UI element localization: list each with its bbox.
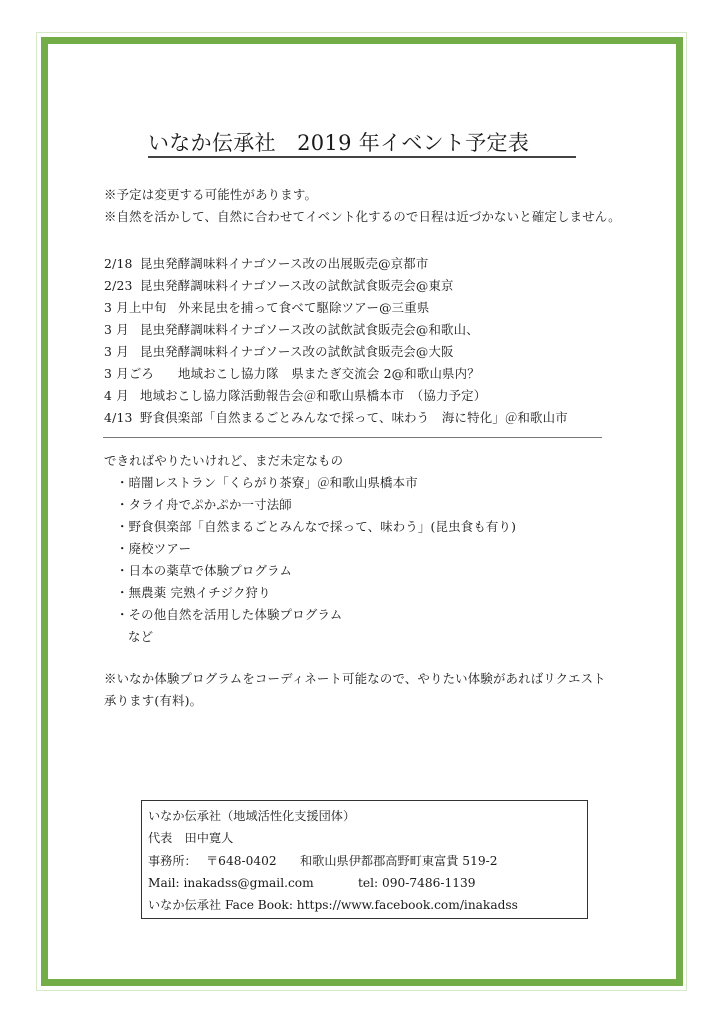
postal-code: 〒648-0402 bbox=[206, 854, 277, 868]
schedule-date: 3 月上中旬 bbox=[104, 300, 167, 315]
schedule-date: 3 月 bbox=[104, 322, 129, 337]
schedule-item bbox=[104, 388, 486, 404]
schedule-item bbox=[104, 410, 568, 426]
contact-mail-tel bbox=[148, 875, 476, 891]
schedule-event: 昆虫発酵調味料イナゴソース改の試飲試食販売会@大阪 bbox=[140, 344, 454, 359]
office-address: 和歌山県伊都郡高野町東富貴 519-2 bbox=[300, 854, 498, 868]
contact-representative: 代表 田中寛人 bbox=[148, 831, 234, 845]
section-divider bbox=[103, 437, 602, 438]
tentative-item: ・無農薬 完熟イチジク狩り bbox=[116, 585, 271, 600]
tentative-item: ・暗闇レストラン「くらがり茶寮」＠和歌山県橋本市 bbox=[116, 475, 418, 490]
schedule-date: 3 月 bbox=[104, 344, 129, 359]
schedule-event: 昆虫発酵調味料イナゴソース改の出展販売@京都市 bbox=[140, 256, 429, 271]
schedule-item bbox=[104, 344, 454, 360]
contact-office bbox=[148, 853, 497, 869]
schedule-item bbox=[104, 278, 454, 294]
note-schedule-may-change: ※予定は変更する可能性があります。 bbox=[104, 187, 318, 202]
schedule-date: 2/23 bbox=[104, 278, 133, 293]
contact-facebook[interactable]: いなか伝承社 Face Book: https://www.facebook.com/inakadss bbox=[148, 898, 518, 912]
schedule-event: 野食倶楽部「自然まるごとみんなで採って、味わう 海に特化」＠和歌山市 bbox=[140, 410, 568, 425]
tentative-item: ・日本の薬草で体験プログラム bbox=[116, 563, 293, 578]
tentative-item: ・野食倶楽部「自然まるごとみんなで採って、味わう」(昆虫食も有り) bbox=[116, 519, 517, 534]
request-note-line2: 承ります(有料)。 bbox=[104, 693, 203, 708]
schedule-date: 4/13 bbox=[104, 410, 133, 425]
schedule-event: 昆虫発酵調味料イナゴソース改の試飲試食販売会@和歌山、 bbox=[140, 322, 479, 337]
schedule-item bbox=[104, 366, 480, 382]
note-nature-dependent: ※自然を活かして、自然に合わせてイベント化するので日程は近づかないと確定しません。 bbox=[104, 209, 621, 224]
office-label: 事務所： bbox=[148, 854, 197, 868]
title-underline bbox=[148, 156, 576, 158]
request-note-line1: ※いなか体験プログラムをコーディネート可能なので、やりたい体験があればリクエスト bbox=[104, 671, 606, 686]
schedule-event: 地域おこし協力隊 県またぎ交流会 2@和歌山県内？ bbox=[178, 366, 480, 381]
contact-tel: tel: 090-7486-1139 bbox=[358, 876, 476, 890]
tentative-heading: できればやりたいけれど、まだ未定なもの bbox=[104, 453, 344, 468]
schedule-date: 3 月ごろ bbox=[104, 366, 154, 381]
schedule-date: 2/18 bbox=[104, 256, 133, 271]
document-title: いなか伝承社 2019 年イベント予定表 bbox=[148, 131, 530, 155]
schedule-item bbox=[104, 256, 428, 272]
schedule-item bbox=[104, 322, 479, 338]
tentative-item: ・タライ舟でぷかぷか一寸法師 bbox=[116, 497, 292, 512]
schedule-event: 昆虫発酵調味料イナゴソース改の試飲試食販売会@東京 bbox=[140, 278, 454, 293]
schedule-event: 外来昆虫を捕って食べて駆除ツアー@三重県 bbox=[178, 300, 430, 315]
contact-org: いなか伝承社（地域活性化支援団体） bbox=[148, 809, 356, 823]
tentative-item: ・その他自然を活用した体験プログラム bbox=[116, 607, 343, 622]
schedule-item bbox=[104, 300, 429, 316]
contact-email[interactable]: Mail: inakadss@gmail.com bbox=[148, 876, 314, 890]
schedule-event: 地域おこし協力隊活動報告会＠和歌山県橋本市 （協力予定） bbox=[140, 388, 487, 403]
tentative-etc: など bbox=[128, 629, 154, 644]
tentative-item: ・廃校ツアー bbox=[116, 541, 192, 556]
schedule-date: 4 月 bbox=[104, 388, 129, 403]
